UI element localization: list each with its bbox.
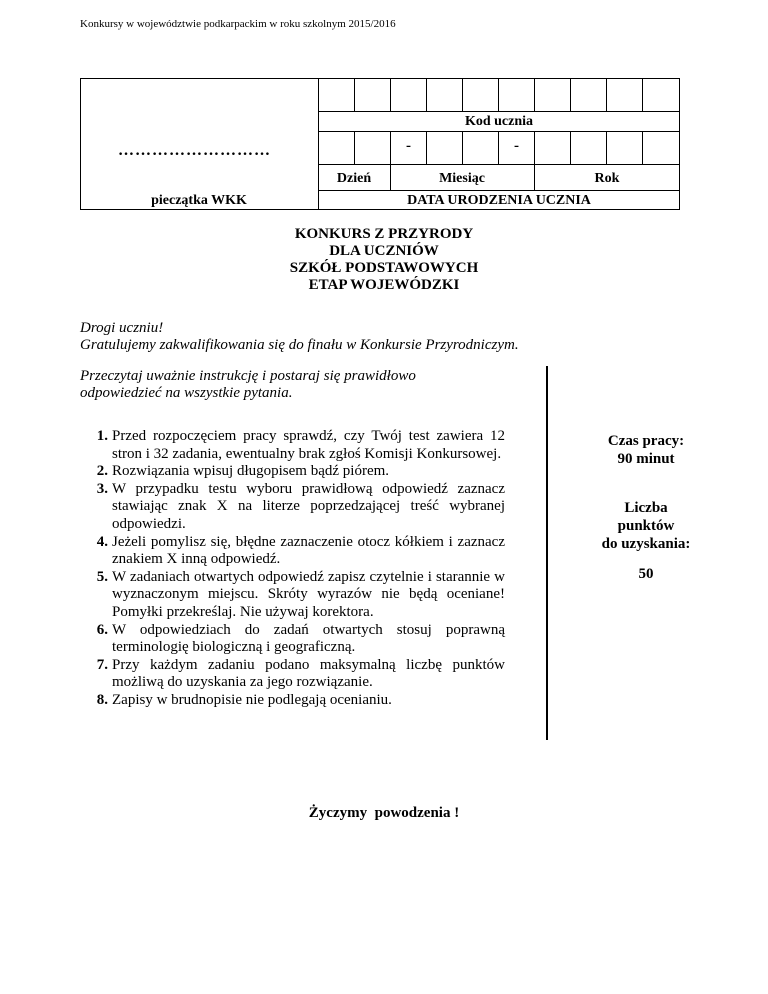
month-label: Miesiąc	[439, 171, 485, 186]
item-number: 1.	[96, 428, 108, 444]
work-time-label: Czas pracy:	[607, 433, 685, 449]
code-box-divider	[570, 78, 571, 111]
item-text: W przypadku testu wyboru prawidłową odpowiedź zaznacz stawiając znak X na literze poprzedzającej treść wybranej odpowiedzi.	[112, 480, 505, 532]
vertical-separator	[546, 366, 548, 740]
code-box-divider	[498, 78, 499, 111]
closing-wish: Życzymy powodzenia !	[308, 805, 460, 821]
year-label: Rok	[594, 171, 620, 186]
item-number: 7.	[96, 656, 108, 673]
item-number: 2.	[96, 463, 108, 480]
date-labels-bottom-line	[318, 190, 680, 191]
greeting-line: Drogi uczniu!	[80, 320, 164, 336]
stamp-dots: ………………………	[118, 142, 271, 159]
contest-header: Konkursy w województwie podkarpackim w roku szkolnym 2015/2016	[80, 18, 396, 30]
item-text: Przed rozpoczęciem pracy sprawdź, czy Twój test zawiera 12 stron i 32 zadania, ewentualny brak zgłoś Komisji Konkursowej.	[112, 428, 505, 462]
item-text: Jeżeli pomylisz się, błędne zaznaczenie otocz kółkiem i zaznacz znakiem X inną odpowiedź.	[112, 533, 505, 568]
list-item	[80, 569, 505, 622]
item-text: Przy każdym zadaniu podano maksymalną liczbę punktów możliwą do uzyskania za jego rozwiązanie.	[112, 656, 505, 691]
list-item	[80, 622, 505, 657]
date-box-divider	[642, 131, 643, 164]
item-text: Rozwiązania wpisuj długopisem bądź piórem.	[112, 463, 390, 480]
item-number: 6.	[96, 621, 108, 638]
date-box-divider	[462, 131, 463, 164]
date-separator-day: -	[406, 138, 411, 154]
item-number: 8.	[96, 691, 108, 708]
code-box-divider	[354, 78, 355, 111]
day-label: Dzień	[336, 171, 372, 186]
max-points-label: punktów	[617, 518, 675, 534]
max-points	[586, 499, 706, 553]
title-line: ETAP WOJEWÓDZKI	[308, 277, 460, 293]
instruction-list	[80, 428, 505, 710]
max-points-label: do uzyskania:	[601, 536, 691, 552]
title-line: KONKURS Z PRZYRODY	[294, 226, 474, 242]
code-box-divider	[462, 78, 463, 111]
greeting-line: Gratulujemy zakwalifikowania się do finału w Konkursie Przyrodniczym.	[80, 337, 519, 353]
greeting	[80, 320, 519, 354]
date-box-divider	[606, 131, 607, 164]
list-item	[80, 534, 505, 569]
code-label-line	[318, 131, 680, 132]
date-box-divider	[534, 131, 535, 164]
work-time	[586, 432, 706, 468]
code-box-divider	[390, 78, 391, 111]
code-box-divider	[426, 78, 427, 111]
intro-line: Przeczytaj uważnie instrukcję i postaraj się prawidłowo	[80, 368, 416, 384]
date-separator-month: -	[514, 138, 519, 154]
code-box-divider	[606, 78, 607, 111]
code-box-divider	[534, 78, 535, 111]
item-text: Zapisy w brudnopisie nie podlegają ocenianiu.	[112, 691, 392, 708]
instruction-intro	[80, 368, 416, 402]
stamp-label: pieczątka WKK	[151, 193, 247, 208]
code-box-divider	[642, 78, 643, 111]
date-box-divider	[354, 131, 355, 164]
date-box-divider	[570, 131, 571, 164]
list-item	[80, 692, 505, 710]
max-points-label: Liczba	[624, 500, 668, 516]
date-box-divider	[390, 131, 391, 164]
list-item	[80, 481, 505, 534]
date-box-divider	[498, 131, 499, 164]
list-item	[80, 428, 505, 463]
title-line: SZKÓŁ PODSTAWOWYCH	[289, 260, 479, 276]
date-boxes-bottom-line	[318, 164, 680, 165]
item-text: W odpowiedziach do zadań otwartych stosuj poprawną terminologię biologiczną i geograficzną.	[112, 621, 505, 656]
student-code-label: Kod ucznia	[464, 114, 534, 129]
item-number: 4.	[96, 533, 108, 550]
date-box-divider	[426, 131, 427, 164]
work-time-value: 90 minut	[617, 451, 675, 467]
intro-line: odpowiedzieć na wszystkie pytania.	[80, 385, 293, 401]
max-points-value: 50	[638, 566, 654, 582]
list-item	[80, 463, 505, 481]
contest-title	[0, 226, 768, 294]
birthdate-label: DATA URODZENIA UCZNIA	[407, 193, 591, 208]
item-number: 3.	[96, 480, 108, 497]
item-number: 5.	[96, 568, 108, 585]
list-item	[80, 657, 505, 692]
item-text: W zadaniach otwartych odpowiedź zapisz czytelnie i starannie w wyznaczonym miejscu. Skróty wyrazów nie będą oceniane! Pomyłki przekreślaj. Nie używaj korektora.	[112, 568, 505, 620]
code-row-bottom-line	[318, 111, 680, 112]
title-line: DLA UCZNIÓW	[329, 243, 439, 259]
